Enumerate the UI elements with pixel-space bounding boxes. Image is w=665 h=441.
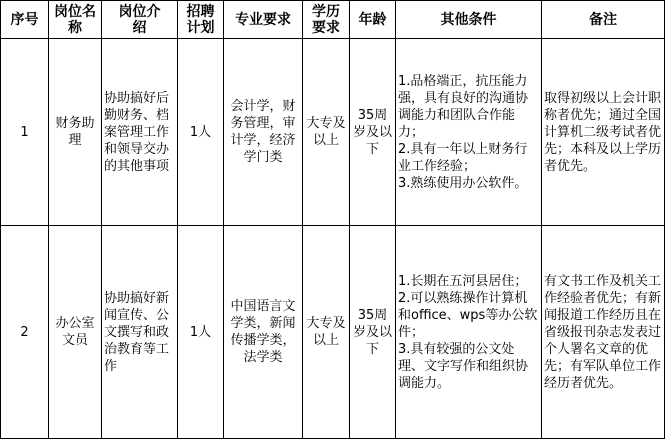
cell-conditions	[396, 226, 542, 439]
header-education: 学历要求	[303, 1, 350, 39]
header-age: 年龄	[350, 1, 396, 39]
cell-remarks: 有文书工作及机关工作经验者优先；有新闻报道工作经历且在省级报刊杂志发表过个人署名文章的优先；有军队单位工作经历者优先。	[542, 226, 665, 439]
cell-position: 财务助理	[49, 39, 102, 226]
cell-seq: 1	[1, 39, 49, 226]
condition-item: 1.长期在五河县居住；	[398, 273, 528, 289]
cell-education: 大专及以上	[303, 226, 350, 439]
condition-item: 3.熟练使用办公软件。	[398, 175, 528, 191]
cell-age: 35周岁及以下	[350, 226, 396, 439]
header-major: 专业要求	[224, 1, 303, 39]
condition-item: 2.可以熟练操作计算机和office、wps等办公软件；	[398, 290, 538, 340]
cell-age: 35周岁及以下	[350, 39, 396, 226]
cell-plan: 1人	[178, 226, 224, 439]
cell-major: 会计学，财务管理，审计学，经济学门类	[224, 39, 303, 226]
condition-item: 1.品格端正，抗压能力强，具有良好的沟通协调能力和团队合作能力；	[398, 73, 529, 140]
cell-education: 大专及以上	[303, 39, 350, 226]
cell-major: 中国语言文学类，新闻传播学类，法学类	[224, 226, 303, 439]
cell-position: 办公室文员	[49, 226, 102, 439]
cell-intro: 协助搞好新闻宣传、公文撰写和政治教育等工作	[102, 226, 178, 439]
cell-conditions	[396, 39, 542, 226]
header-intro: 岗位介绍	[102, 1, 178, 39]
table-row	[1, 39, 665, 226]
condition-item: 2.具有一年以上财务行业工作经验；	[398, 141, 528, 174]
header-seq: 序号	[1, 1, 49, 39]
header-position: 岗位名称	[49, 1, 102, 39]
header-conditions: 其他条件	[396, 1, 542, 39]
condition-item: 3.具有较强的公文处理、文字写作和组织协调能力。	[398, 341, 529, 391]
cell-seq: 2	[1, 226, 49, 439]
table-row	[1, 226, 665, 439]
header-plan: 招聘计划	[178, 1, 224, 39]
cell-remarks: 取得初级以上会计职称者优先；通过全国计算机二级考试者优先；本科及以上学历者优先。	[542, 39, 665, 226]
header-row	[1, 1, 665, 39]
cell-intro: 协助搞好后勤财务、档案管理工作和领导交办的其他事项	[102, 39, 178, 226]
header-remarks: 备注	[542, 1, 665, 39]
cell-plan: 1人	[178, 39, 224, 226]
